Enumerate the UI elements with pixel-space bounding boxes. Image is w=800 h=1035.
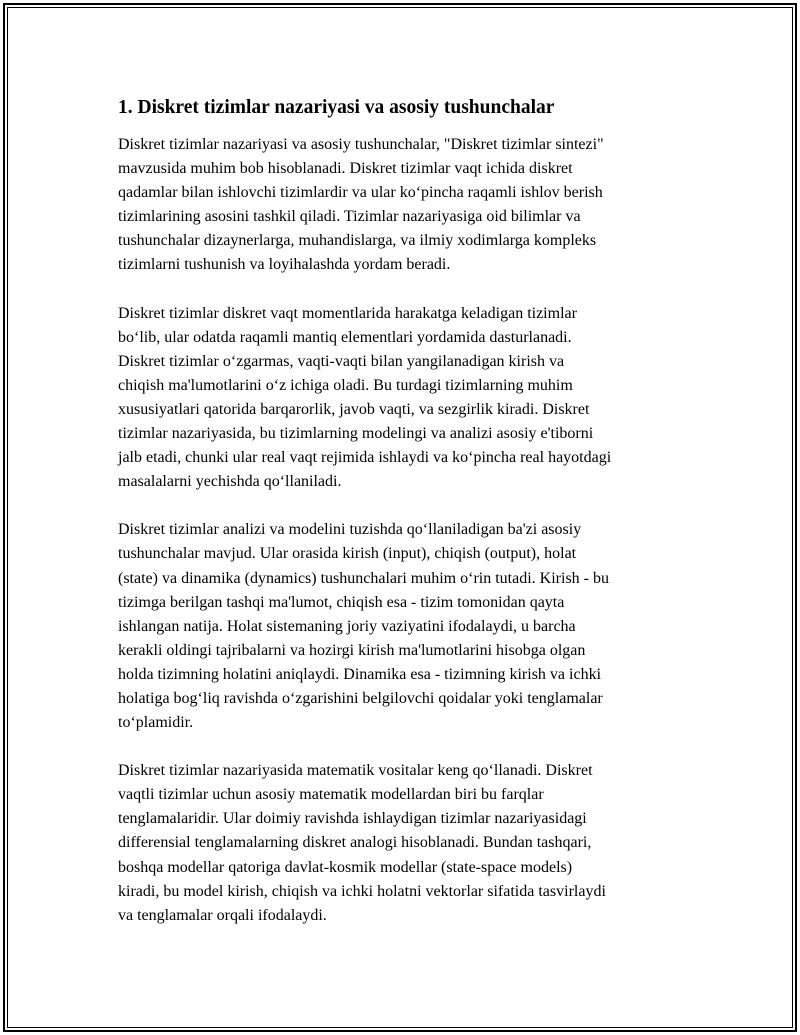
paragraph-2: Diskret tizimlar diskret vaqt momentlarida harakatga keladigan tizimlar bo‘lib, ular odatda raqamli mantiq elementlari yordamida dasturlanadi. Diskret tizimlar o‘zgarmas, vaqti-vaqti bilan yangilanadigan kirish va chiqish ma'lumotlarini o‘z ichiga oladi. Bu turdagi tizimlarning muhim xususiyatlari qatorida barqarorlik, javob vaqti, va sezgirlik kiradi. Diskret tizimlar nazariyasida, bu tizimlarning modelingi va analizi asosiy e'tiborni jalb etadi, chunki ular real vaqt rejimida ishlaydi va ko‘pincha real hayotdagi masalalarni yechishda qo‘llaniladi.: [118, 304, 612, 491]
section-heading: 1. Diskret tizimlar nazariyasi va asosiy tushunchalar: [118, 97, 555, 118]
paragraph-3: Diskret tizimlar analizi va modelini tuzishda qo‘llaniladigan ba'zi asosiy tushunchalar mavjud. Ular orasida kirish (input), chiqish (output), holat (state) va dinamika (dynamics) tushunchalari muhim o‘rin tutadi. Kirish - bu tizimga berilgan tashqi ma'lumot, chiqish esa - tizim tomonidan qayta ishlangan natija. Holat sistemaning joriy vaziyatini ifodalaydi, u barcha kerakli oldingi tajribalarni va hozirgi kirish ma'lumotlarini hisobga olgan holda tizimning holatini aniqlaydi. Dinamika esa - tizimning kirish va ichki holatiga bog‘liq ravishda o‘zgarishini belgilovchi qoidalar yoki tenglamalar to‘plamidir.: [118, 521, 609, 732]
paragraph-4: Diskret tizimlar nazariyasida matematik vositalar keng qo‘llanadi. Diskret vaqtli tizimlar uchun asosiy matematik modellardan biri bu farqlar tenglamalaridir. Ular doimiy ravishda ishlaydigan tizimlar nazariyasidagi differensial tenglamalarning diskret analogi hisoblanadi. Bundan tashqari, boshqa modellar qatoriga davlat-kosmik modellar (state-space models) kiradi, bu model kirish, chiqish va ichki holatni vektorlar sifatida tasvirlaydi va tenglamalar orqali ifodalaydi.: [118, 762, 606, 924]
document-body: [118, 96, 698, 952]
paragraph-1: Diskret tizimlar nazariyasi va asosiy tushunchalar, "Diskret tizimlar sintezi" mavzusida muhim bob hisoblanadi. Diskret tizimlar vaqt ichida diskret qadamlar bilan ishlovchi tizimlardir va ular ko‘pincha raqamli ishlov berish tizimlarining asosini tashkil qiladi. Tizimlar nazariyasiga oid bilimlar va tushunchalar dizaynerlarga, muhandislarga, va ilmiy xodimlarga kompleks tizimlarni tushunish va loyihalashda yordam beradi.: [118, 136, 604, 274]
